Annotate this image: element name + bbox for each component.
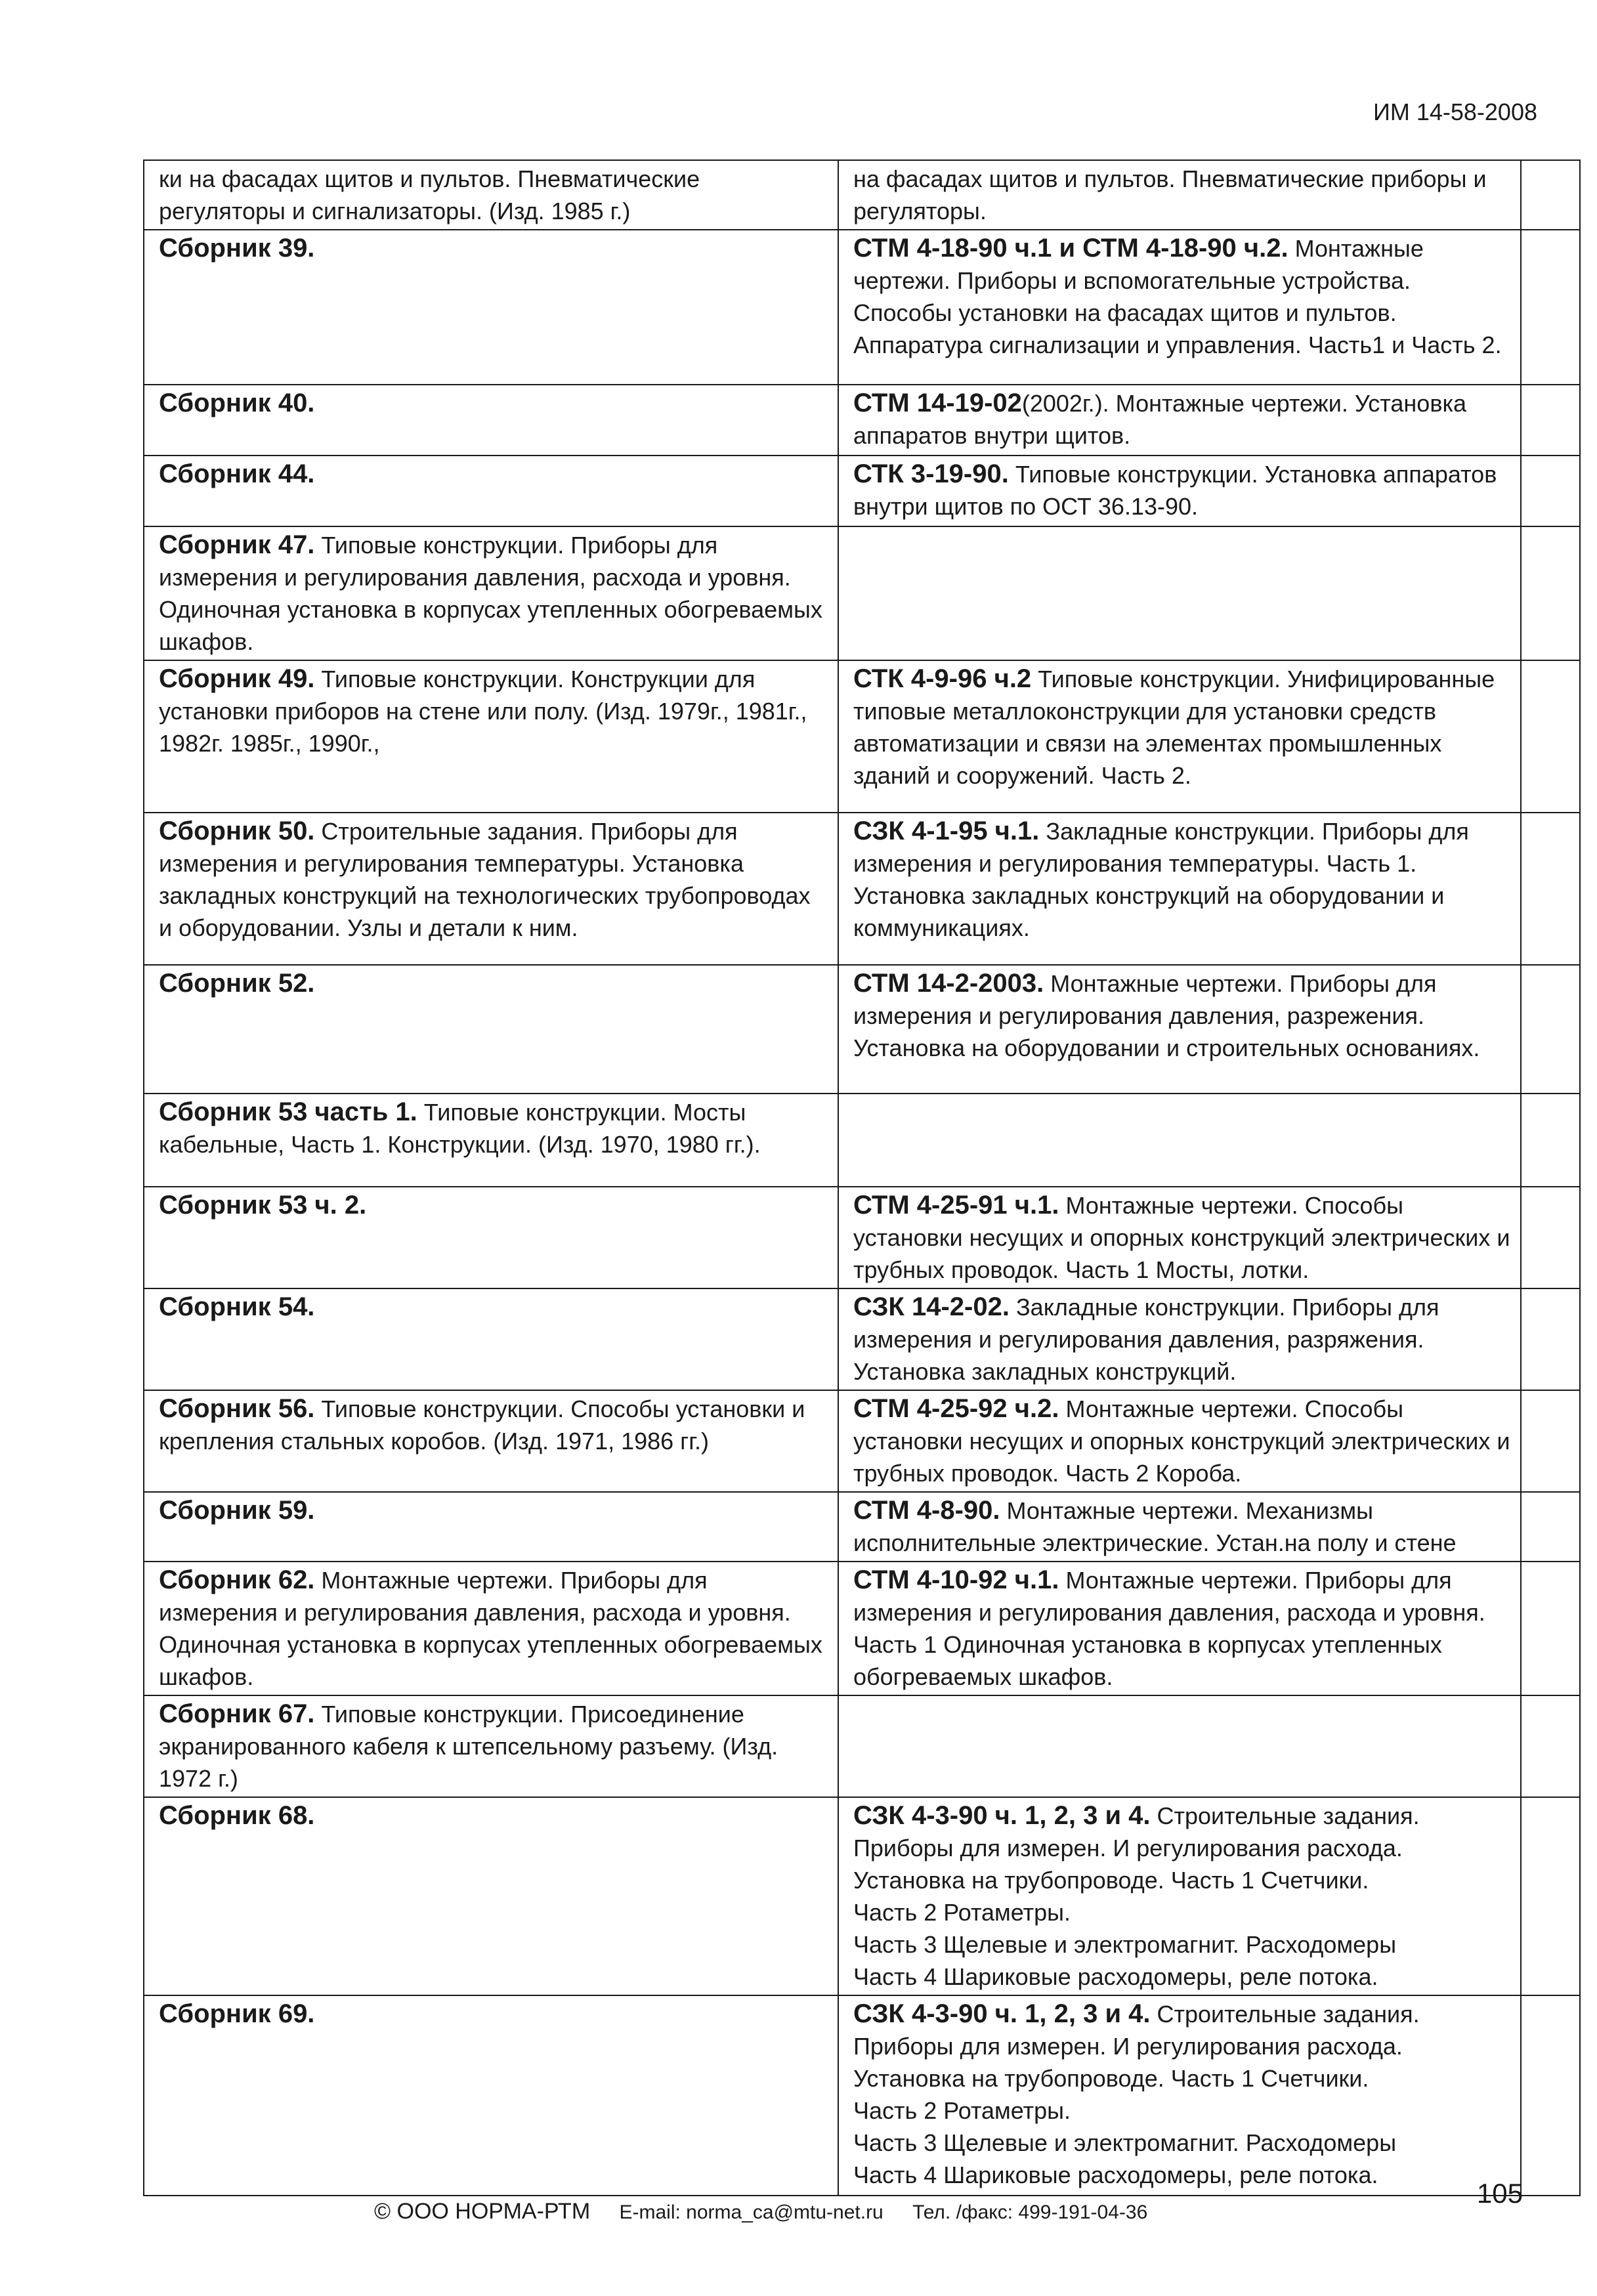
standard-cell [838,1797,1521,1995]
collection-name: Сборник 53 ч. 2. [159,1191,367,1220]
notes-cell [1521,1797,1580,1995]
standard-description: Монтажные чертежи. Приборы для измерения и регулирования давления, разрежения. Установка на оборудовании и строительных основаниях. [853,970,1480,1061]
standard-cell [838,1094,1521,1187]
document-code: ИМ 14-58-2008 [1373,98,1537,125]
table-row [144,1094,1580,1187]
table-row [144,1187,1580,1288]
notes-cell [1521,1995,1580,2196]
table-row [144,1995,1580,2196]
table-row [144,230,1580,385]
standard-code: СТМ 4-25-91 ч.1. [853,1191,1059,1220]
standard-cell [838,813,1521,965]
standard-code: СЗК 4-1-95 ч.1. [853,817,1040,845]
collection-name: Сборник 67. [159,1699,315,1728]
collection-cell [144,660,838,813]
collection-name: Сборник 62. [159,1565,315,1594]
collection-description: ки на фасадах щитов и пультов. Пневматические регуляторы и сигнализаторы. (Изд. 1985 г.) [159,165,700,224]
standard-cell [838,1562,1521,1695]
standard-cell [838,230,1521,385]
table-row [144,1797,1580,1995]
standard-part-line: Часть 4 Шариковые расходомеры, реле потока. [853,2161,1378,2188]
standard-cell [838,1390,1521,1492]
standard-cell [838,660,1521,813]
notes-cell [1521,1492,1580,1562]
collection-cell [144,1695,838,1797]
standard-cell [838,1995,1521,2196]
collection-name: Сборник 44. [159,459,315,488]
collection-description: Типовые конструкции. Мосты кабельные, Часть 1. Конструкции. (Изд. 1970, 1980 гг.). [159,1099,761,1158]
collection-name: Сборник 53 часть 1. [159,1097,417,1126]
standard-code: СТК 4-9-96 ч.2 [853,664,1032,693]
notes-cell [1521,1562,1580,1695]
collection-name: Сборник 69. [159,1999,315,2028]
collection-name: Сборник 56. [159,1394,315,1423]
collection-name: Сборник 52. [159,969,315,998]
collection-cell [144,1187,838,1288]
reference-table [143,159,1581,2196]
notes-cell [1521,160,1580,230]
standard-description: Закладные конструкции. Приборы для измерения и регулирования давления, разряжения. Установка закладных конструкций. [853,1294,1439,1385]
standard-description: Типовые конструкции. Унифицированные типовые металлоконструкции для установки средств автоматизации и связи на элементах промышленных зданий и сооружений. Часть 2. [853,666,1495,789]
standard-code: СТМ 4-18-90 ч.1 и СТМ 4-18-90 ч.2. [853,234,1288,263]
standard-cell [838,385,1521,456]
notes-cell [1521,526,1580,660]
standard-part-line: Часть 3 Щелевые и электромагнит. Расходомеры [853,1931,1397,1958]
standard-code: СТМ 4-10-92 ч.1. [853,1565,1059,1594]
page-number: 105 [1476,2178,1523,2209]
standard-cell [838,456,1521,526]
collection-cell [144,1390,838,1492]
collection-name: Сборник 68. [159,1801,315,1830]
table-row [144,813,1580,965]
standard-part-line: Часть 2 Ротаметры. [853,1899,1071,1926]
collection-cell [144,1562,838,1695]
notes-cell [1521,1390,1580,1492]
collection-description: Монтажные чертежи. Приборы для измерения и регулирования давления, расхода и уровня. Одиночная установка в корпусах утепленных обогреваемых шкафов. [159,1567,822,1690]
notes-cell [1521,813,1580,965]
collection-description: Типовые конструкции. Присоединение экранированного кабеля к штепсельному разъему. (Изд. 1972 г.) [159,1701,778,1792]
collection-description: Типовые конструкции. Способы установки и крепления стальных коробов. (Изд. 1971, 1986 гг.) [159,1395,805,1455]
standard-code: СТМ 4-25-92 ч.2. [853,1394,1059,1423]
standard-description: Закладные конструкции. Приборы для измерения и регулирования температуры. Часть 1. Установка закладных конструкций на оборудовании и коммуникациях. [853,818,1469,941]
notes-cell [1521,1094,1580,1187]
table-row [144,160,1580,230]
collection-cell [144,456,838,526]
standard-code: СТМ 14-2-2003. [853,969,1044,998]
standard-part-line: Часть 4 Шариковые расходомеры, реле потока. [853,1963,1378,1990]
collection-name: Сборник 59. [159,1496,315,1525]
collection-cell [144,1797,838,1995]
standard-code: СЗК 14-2-02. [853,1292,1010,1321]
standard-description: Монтажные чертежи. Приборы для измерения и регулирования давления, расхода и уровня. Часть 1 Одиночная установка в корпусах утепленных обогреваемых шкафов. [853,1567,1485,1690]
footer-email: E-mail: norma_ca@mtu-net.ru [619,2201,884,2223]
collection-cell [144,965,838,1094]
collection-cell [144,385,838,456]
collection-cell [144,1995,838,2196]
footer-phone: Тел. /факс: 499-191-04-36 [912,2201,1148,2223]
notes-cell [1521,456,1580,526]
standard-description: Строительные задания. Приборы для измерен. И регулирования расхода. Установка на трубопроводе. Часть 1 Счетчики. [853,2001,1420,2092]
collection-name: Сборник 39. [159,234,315,263]
standard-code: СТМ 14-19-02 [853,389,1022,417]
standard-code: СЗК 4-3-90 ч. 1, 2, 3 и 4. [853,1999,1151,2028]
collection-name: Сборник 49. [159,664,315,693]
standard-description: на фасадах щитов и пультов. Пневматические приборы и регуляторы. [853,165,1487,224]
notes-cell [1521,660,1580,813]
collection-cell [144,1288,838,1390]
standard-description: Монтажные чертежи. Механизмы исполнительные электрические. Устан.на полу и стене [853,1497,1457,1556]
collection-cell [144,160,838,230]
collection-name: Сборник 47. [159,530,315,559]
collection-cell [144,813,838,965]
table-row [144,456,1580,526]
standard-part-line: Часть 3 Щелевые и электромагнит. Расходомеры [853,2129,1397,2156]
collection-name: Сборник 40. [159,389,315,417]
collection-description: Строительные задания. Приборы для измерения и регулирования температуры. Установка закладных конструкций на технологических трубопроводах и оборудовании. Узлы и детали к ним. [159,818,811,941]
standard-description: (2002г.). Монтажные чертежи. Установка аппаратов внутри щитов. [853,390,1467,449]
notes-cell [1521,1187,1580,1288]
standard-cell [838,1492,1521,1562]
page-footer [374,2199,1359,2224]
collection-description: Типовые конструкции. Конструкции для установки приборов на стене или полу. (Изд. 1979г., 1981г., 1982г. 1985г., 1990г., [159,666,807,757]
standard-cell [838,1187,1521,1288]
table-row [144,1390,1580,1492]
collection-cell [144,1094,838,1187]
standard-description: Типовые конструкции. Установка аппаратов внутри щитов по ОСТ 36.13-90. [853,461,1497,520]
copyright: © ООО НОРМА-РТМ [374,2199,591,2224]
standard-description: Строительные задания. Приборы для измерен. И регулирования расхода. Установка на трубопроводе. Часть 1 Счетчики. [853,1802,1420,1894]
collection-cell [144,1492,838,1562]
table-row [144,385,1580,456]
reference-table-body [144,160,1580,2196]
standard-code: СЗК 4-3-90 ч. 1, 2, 3 и 4. [853,1801,1151,1830]
standard-cell [838,160,1521,230]
notes-cell [1521,965,1580,1094]
standard-cell [838,965,1521,1094]
standard-cell [838,526,1521,660]
collection-cell [144,526,838,660]
table-row [144,526,1580,660]
notes-cell [1521,1288,1580,1390]
standard-part-line: Часть 2 Ротаметры. [853,2097,1071,2124]
standard-cell [838,1288,1521,1390]
standard-code: СТК 3-19-90. [853,459,1009,488]
collection-name: Сборник 50. [159,817,315,845]
table-row [144,965,1580,1094]
standard-cell [838,1695,1521,1797]
collection-description: Типовые конструкции. Приборы для измерения и регулирования давления, расхода и уровня. Одиночная установка в корпусах утепленных обогреваемых шкафов. [159,532,822,655]
table-row [144,1695,1580,1797]
notes-cell [1521,385,1580,456]
standard-code: СТМ 4-8-90. [853,1496,1000,1525]
standard-description: Монтажные чертежи. Способы установки несущих и опорных конструкций электрических и трубных проводок. Часть 2 Короба. [853,1395,1510,1487]
table-row [144,1492,1580,1562]
collection-name: Сборник 54. [159,1292,315,1321]
table-row [144,660,1580,813]
notes-cell [1521,1695,1580,1797]
collection-cell [144,230,838,385]
standard-description: Монтажные чертежи. Способы установки несущих и опорных конструкций электрических и трубных проводок. Часть 1 Мосты, лотки. [853,1192,1510,1283]
standard-description: Монтажные чертежи. Приборы и вспомогательные устройства. Способы установки на фасадах щитов и пультов. Аппаратура сигнализации и управления. Часть1 и Часть 2. [853,235,1502,358]
table-row [144,1562,1580,1695]
notes-cell [1521,230,1580,385]
table-row [144,1288,1580,1390]
